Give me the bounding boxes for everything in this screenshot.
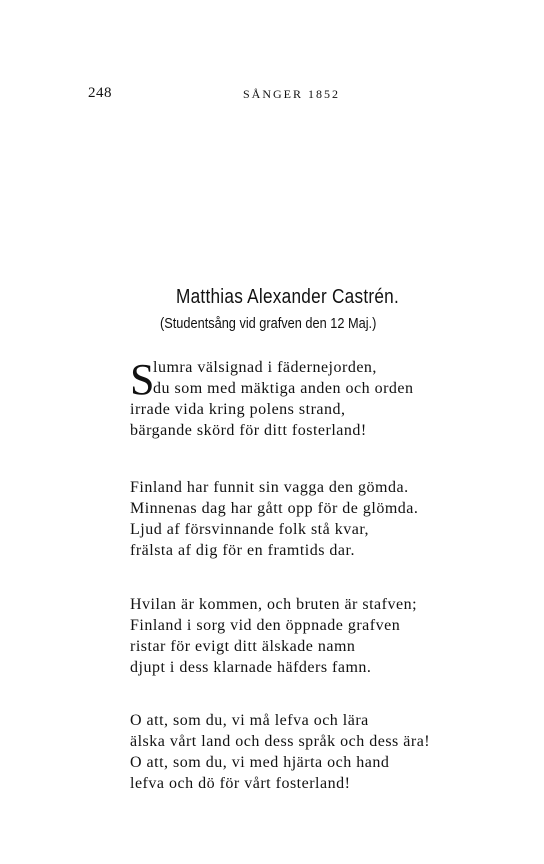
poem-line: bärgande skörd för ditt fosterland!	[130, 422, 367, 439]
poem-line: O att, som du, vi med hjärta och hand	[130, 754, 390, 771]
poem-line: du som med mäktiga anden och orden	[153, 380, 414, 397]
poem-line: lefva och dö för vårt fosterland!	[130, 775, 351, 792]
poem-line: älska vårt land och dess språk och dess ära!	[130, 733, 431, 750]
dropcap: S	[130, 355, 155, 404]
poem-line: frälsta af dig för en framtids dar.	[130, 542, 355, 559]
poem-line: irrade vida kring polens strand,	[130, 401, 346, 418]
stanza-3	[130, 594, 417, 678]
poem-line: Finland i sorg vid den öppnade grafven	[130, 617, 401, 634]
poem-line: Minnenas dag har gått opp för de glömda.	[130, 500, 419, 517]
poem-line: Hvilan är kommen, och bruten är stafven;	[130, 596, 418, 613]
poem-title: Matthias Alexander Castrén.	[176, 286, 400, 308]
poem-subtitle: (Studentsång vid grafven den 12 Maj.)	[160, 316, 377, 332]
poem-line: Finland har funnit sin vagga den gömda.	[130, 479, 409, 496]
poem-line: ristar för evigt ditt älskade namn	[130, 638, 356, 655]
poem-line: O att, som du, vi må lefva och lära	[130, 712, 369, 729]
stanza-4	[130, 710, 430, 794]
running-head: SÅNGER 1852	[243, 87, 341, 101]
poem-line: Ljud af försvinnande folk stå kvar,	[130, 521, 370, 538]
poem-line: lumra välsignad i fädernejorden,	[153, 359, 377, 376]
stanza-1	[130, 357, 414, 441]
poem-line: djupt i dess klarnade häfders famn.	[130, 659, 372, 676]
page-number: 248	[88, 85, 112, 101]
stanza-2	[130, 477, 418, 561]
